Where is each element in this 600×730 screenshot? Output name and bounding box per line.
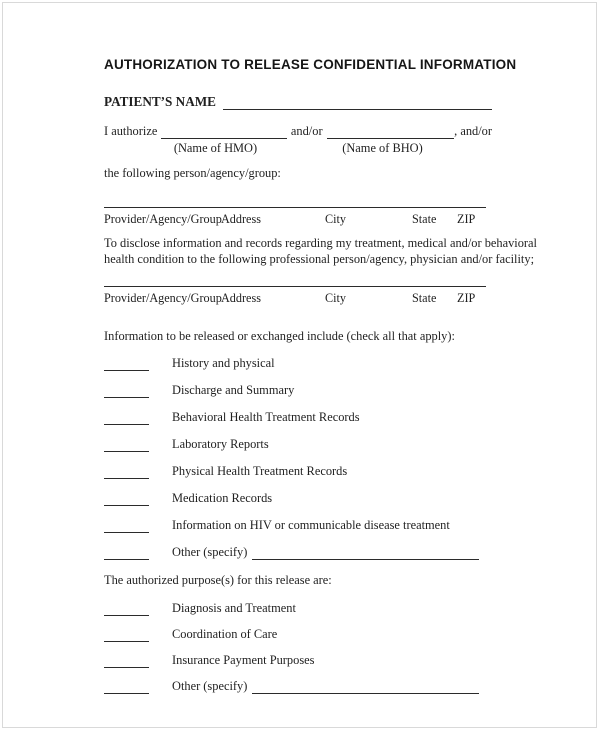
checkbox-blank-line: [104, 657, 149, 668]
checklist-row: [104, 384, 492, 398]
document-title: AUTHORIZATION TO RELEASE CONFIDENTIAL INFORMATION: [104, 57, 517, 72]
checklist-item-label: Medication Records: [172, 491, 273, 505]
checkbox-blank-line: [104, 522, 149, 533]
hmo-name-blank-line: [161, 125, 287, 139]
checklist-row: [104, 654, 492, 668]
col-header-provider: Provider/Agency/Group: [104, 212, 222, 226]
checklist-item-label: Other (specify): [172, 545, 248, 559]
disclose-line-2: health condition to the following professional person/agency, physician and/or facility;: [104, 251, 535, 266]
checkbox-blank-line: [104, 605, 149, 616]
checklist-row: [104, 492, 492, 506]
patient-name-row: [104, 94, 492, 110]
checklist-row: [104, 411, 492, 425]
checklist-item-label: Other (specify): [172, 679, 248, 693]
checkbox-blank-line: [104, 414, 149, 425]
checkbox-blank-line: [104, 549, 149, 560]
purpose-section-heading: The authorized purpose(s) for this release are:: [104, 573, 332, 587]
checklist-item-label: Physical Health Treatment Records: [172, 464, 348, 478]
col-header-zip: ZIP: [457, 291, 476, 305]
col-header-state: State: [412, 291, 437, 305]
provider-header-row: [104, 290, 492, 306]
checklist-item-label: Information on HIV or communicable disease treatment: [172, 518, 450, 532]
and-or-text-2: , and/or: [454, 124, 492, 138]
checklist-row: [104, 602, 492, 616]
disclose-line-1: To disclose information and records regarding my treatment, medical and/or behavioral: [104, 236, 537, 250]
checklist-row: [104, 519, 492, 533]
checklist-row-other: [104, 680, 492, 694]
checklist-item-label: Insurance Payment Purposes: [172, 653, 315, 667]
information-section-heading: Information to be released or exchanged include (check all that apply):: [104, 329, 455, 343]
bho-caption: (Name of BHO): [342, 141, 423, 155]
provider-fill-line: [104, 207, 486, 208]
col-header-state: State: [412, 212, 437, 226]
following-group-label: the following person/agency/group:: [104, 166, 281, 180]
checkbox-blank-line: [104, 683, 149, 694]
provider-fill-line: [104, 286, 486, 287]
checkbox-blank-line: [104, 387, 149, 398]
authorization-line: [104, 124, 492, 139]
checkbox-blank-line: [104, 441, 149, 452]
authorization-captions: [104, 141, 492, 156]
information-checklist: [104, 357, 492, 560]
checklist-row: [104, 438, 492, 452]
checklist-row: [104, 357, 492, 371]
and-or-text-1: and/or: [290, 124, 323, 138]
checklist-item-label: Coordination of Care: [172, 627, 278, 641]
bho-name-blank-line: [327, 125, 455, 139]
checklist-row: [104, 465, 492, 479]
authorize-prefix: I authorize: [104, 124, 158, 138]
col-header-city: City: [325, 291, 346, 305]
col-header-zip: ZIP: [457, 212, 476, 226]
checkbox-blank-line: [104, 468, 149, 479]
col-header-city: City: [325, 212, 346, 226]
col-header-address: Address: [221, 291, 261, 305]
col-header-address: Address: [221, 212, 261, 226]
checklist-item-label: Diagnosis and Treatment: [172, 601, 296, 615]
checklist-row: [104, 628, 492, 642]
checkbox-blank-line: [104, 495, 149, 506]
checklist-item-label: History and physical: [172, 356, 275, 370]
disclose-paragraph: [104, 236, 537, 267]
provider-header-row: [104, 211, 492, 227]
col-header-provider: Provider/Agency/Group: [104, 291, 222, 305]
checkbox-blank-line: [104, 360, 149, 371]
patient-name-label: PATIENT’S NAME: [104, 94, 216, 109]
provider-table-1: [104, 207, 492, 227]
checklist-row-other: [104, 546, 492, 560]
form-content: [104, 0, 537, 706]
checkbox-blank-line: [104, 631, 149, 642]
checklist-item-label: Discharge and Summary: [172, 383, 295, 397]
patient-name-blank-line: [223, 96, 492, 110]
other-specify-blank-line: [252, 549, 479, 560]
checklist-item-label: Behavioral Health Treatment Records: [172, 410, 360, 424]
provider-table-2: [104, 286, 492, 306]
checklist-item-label: Laboratory Reports: [172, 437, 269, 451]
other-specify-blank-line: [252, 683, 479, 694]
hmo-caption: (Name of HMO): [173, 141, 258, 155]
purpose-checklist: [104, 602, 492, 694]
